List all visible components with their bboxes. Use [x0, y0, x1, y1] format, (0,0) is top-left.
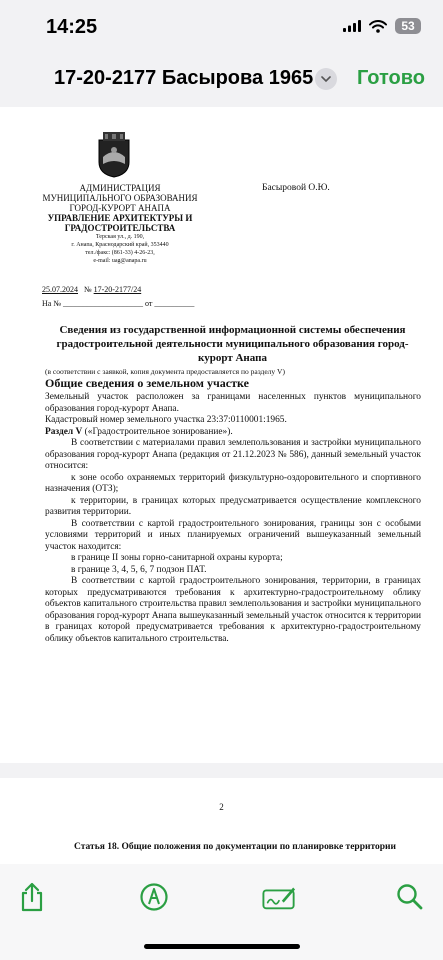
document-heading: Сведения из государственной информационной системы обеспечения градостроительной деятельности муниципального образования город-курорт Анапа: [56, 324, 409, 364]
body-paragraph: к территории, в границах которых предусматривается осуществление комплексного развития территории.: [45, 495, 421, 517]
body-paragraph: в границе II зоны горно-санитарной охраны курорта;: [71, 553, 283, 563]
coat-of-arms-icon: [97, 132, 131, 178]
markup-button[interactable]: [137, 880, 171, 914]
status-icons: [343, 18, 421, 34]
addressee: Басыровой О.Ю.: [262, 183, 330, 193]
letter-date: 25.07.2024: [42, 285, 78, 294]
markup-icon: [139, 882, 169, 912]
number-sign: №: [84, 285, 92, 294]
document-note: (в соответствии с заявкой, копия документа предоставляется по разделу V): [45, 367, 285, 376]
search-icon: [396, 883, 424, 911]
address-line: г. Анапа, Краснодарский край, 353440: [71, 242, 169, 248]
share-icon: [19, 882, 45, 912]
body-paragraph: В соответствии с картой градостроительного зонирования, территории, в границах которых предусматриваются требования к архитектурно-градостроительному облику объектов капитального строительства правил землепользования и застройки муниципального образования город-курорт Анапа вышеуказанный земельный участок относится к территории в границах которой предусматривается требования к архитектурно-градостроительному облику объектов капитального строительства.: [45, 576, 421, 644]
letter-number: 17-20-2177/24: [93, 285, 142, 294]
body-paragraph: Земельный участок расположен за границами населенных пунктов муниципального образования город-курорт Анапа.: [45, 392, 421, 414]
document-page-1: [0, 107, 443, 763]
dept-line: ГРАДОСТРОИТЕЛЬСТВА: [64, 223, 176, 233]
home-indicator: [144, 944, 300, 949]
status-time: 14:25: [46, 16, 98, 38]
body-paragraph: [45, 427, 421, 439]
signature-button[interactable]: [262, 880, 296, 914]
address-line: e-mail: uag@anapa.ru: [93, 258, 147, 264]
org-line: ГОРОД-КУРОРТ АНАПА: [69, 203, 171, 213]
nav-bar: [0, 60, 443, 100]
status-bar: [0, 0, 443, 56]
battery-indicator: 53: [395, 18, 421, 34]
body-paragraph: к зоне особо охраняемых территорий физкультурно-оздоровительного и спортивного назначения (ОТЗ);: [45, 472, 421, 494]
address-line: Терская ул., д. 190,: [95, 234, 145, 240]
done-button[interactable]: Готово: [356, 67, 425, 89]
dept-line: УПРАВЛЕНИЕ АРХИТЕКТУРЫ И: [47, 213, 193, 223]
incoming-ref: На № ____________________ от __________: [42, 299, 195, 308]
org-line: АДМИНИСТРАЦИЯ: [79, 183, 161, 193]
signature-icon: [262, 883, 296, 911]
article-heading: Статья 18. Общие положения по документации по планировке территории: [74, 842, 396, 852]
document-title[interactable]: 17-20-2177 Басырова 1965: [54, 67, 314, 89]
document-page-2: [0, 778, 443, 864]
body-paragraph: Кадастровый номер земельного участка 23:37:0110001:1965.: [45, 415, 287, 425]
section5-text: («Градостроительное зонирование»).: [82, 426, 233, 437]
document-body: [45, 392, 421, 645]
body-paragraph: В соответствии с материалами правил землепользования и застройки муниципального образования город-курорт Анапа (редакция от 21.12.2023 № 586), данный земельный участок относится:: [45, 438, 421, 471]
address-line: тел./факс: (861-33) 4-26-23,: [85, 250, 155, 256]
page-number: 2: [219, 802, 224, 812]
incoming-ref-label: На №: [42, 299, 61, 308]
title-menu-button[interactable]: [315, 68, 337, 90]
outgoing-ref: [42, 285, 141, 294]
body-paragraph: В соответствии с картой градостроительного зонирования, границы зон с особыми условиями территорий и иных планируемых ограничений вышеуказанный земельный участок находится:: [45, 518, 421, 552]
section-title: Общие сведения о земельном участке: [45, 376, 249, 390]
org-line: МУНИЦИПАЛЬНОГО ОБРАЗОВАНИЯ: [42, 193, 198, 203]
search-button[interactable]: [393, 880, 427, 914]
chevron-down-icon: [321, 76, 331, 83]
incoming-ref-from: от: [144, 299, 153, 308]
section5-label: Раздел V: [45, 426, 83, 437]
wifi-icon: [369, 20, 387, 33]
share-button[interactable]: [15, 880, 49, 914]
signal-icon: [343, 20, 361, 32]
sender-block: [40, 183, 200, 265]
body-paragraph: в границе 3, 4, 5, 6, 7 подзон ПАТ.: [71, 564, 207, 575]
